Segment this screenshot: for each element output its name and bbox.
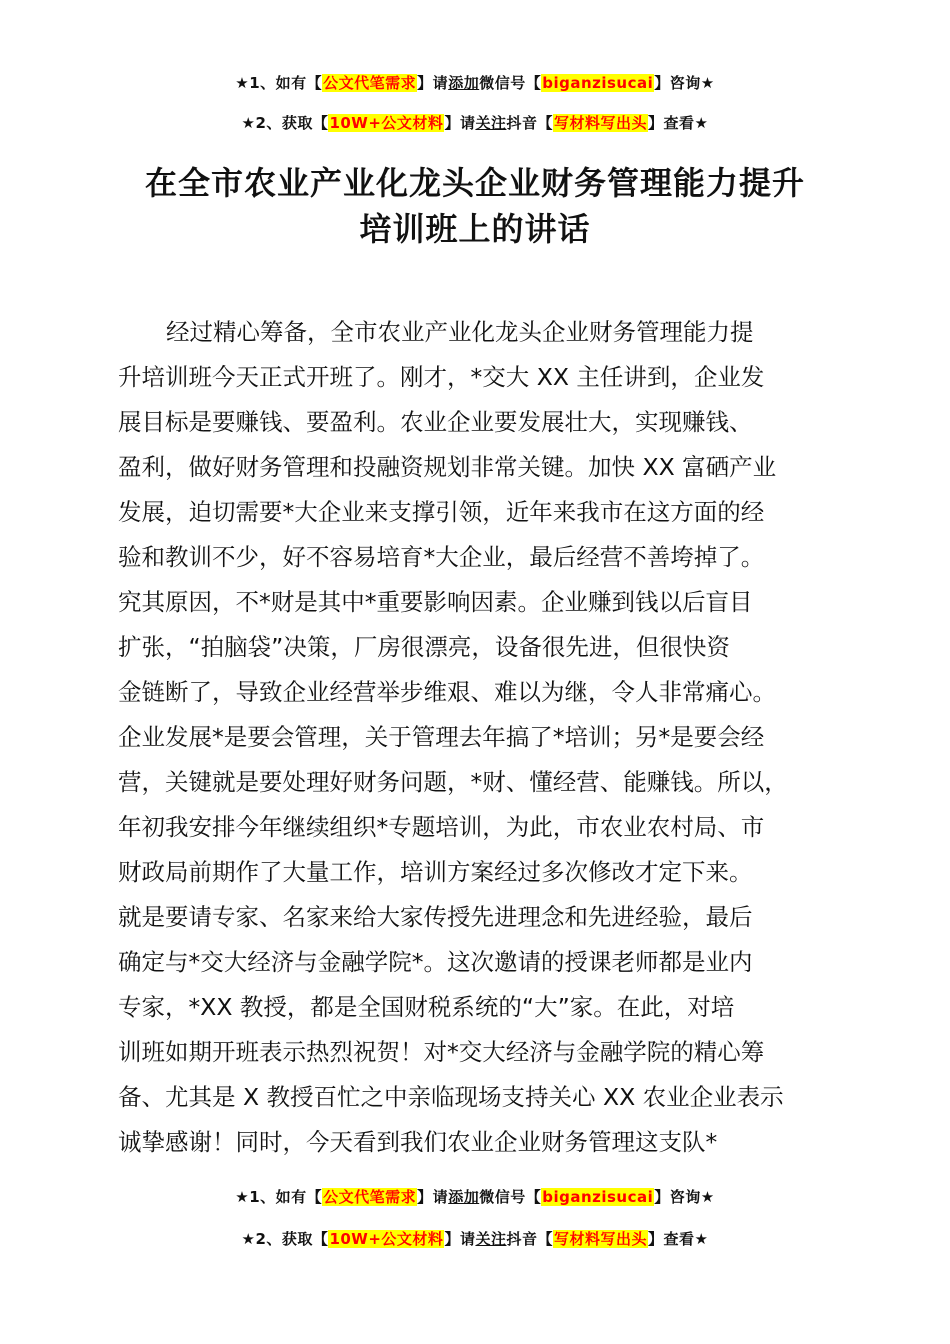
body-line: 专家，*XX 教授，都是全国财税系统的“大”家。在此，对培 — [118, 993, 735, 1021]
body-line: 盈利，做好财务管理和投融资规划非常关键。加快 XX 富硒产业 — [118, 453, 777, 481]
highlight-wechat-id: biganzisucai — [542, 1188, 654, 1206]
notice-prefix: ★2、获取【 — [241, 1230, 329, 1248]
body-line: 就是要请专家、名家来给大家传授先进理念和先进经验，最后 — [118, 903, 753, 931]
notice-text: 】请 — [417, 74, 449, 92]
notice-emphasis: 添加 — [448, 1188, 480, 1206]
body-line: 确定与*交大经济与金融学院*。这次邀请的授课老师都是业内 — [118, 948, 753, 976]
highlight-materials: 10W+公文材料 — [329, 1230, 444, 1248]
notice-suffix: 】咨询★ — [654, 74, 715, 92]
body-line: 企业发展*是要会管理，关于管理去年搞了*培训；另*是要会经 — [118, 723, 765, 751]
body-line: 营，关键就是要处理好财务问题，*财、懂经营、能赚钱。所以， — [118, 768, 788, 796]
body-line: 年初我安排今年继续组织*专题培训，为此，市农业农村局、市 — [118, 813, 765, 841]
notice-text: 】请 — [417, 1188, 449, 1206]
notice-suffix: 】查看★ — [648, 114, 709, 132]
body-line: 备、尤其是 X 教授百忙之中亲临现场支持关心 XX 农业企业表示 — [118, 1083, 784, 1111]
highlight-ghostwriting: 公文代笔需求 — [323, 1188, 417, 1206]
body-line: 验和教训不少，好不容易培育*大企业，最后经营不善垮掉了。 — [118, 543, 765, 571]
notice-prefix: ★1、如有【 — [235, 74, 323, 92]
highlight-wechat-id: biganzisucai — [542, 74, 654, 92]
footer-notice-2 — [0, 1228, 950, 1249]
title-line-1: 在全市农业产业化龙头企业财务管理能力提升 — [144, 164, 805, 202]
notice-prefix: ★2、获取【 — [241, 114, 329, 132]
body-line: 发展，迫切需要*大企业来支撑引领，近年来我市在这方面的经 — [118, 498, 765, 526]
body-line: 究其原因，不*财是其中*重要影响因素。企业赚到钱以后盲目 — [118, 588, 753, 616]
document-title — [60, 160, 890, 252]
notice-text: 微信号【 — [479, 74, 542, 92]
highlight-ghostwriting: 公文代笔需求 — [323, 74, 417, 92]
header-notice-2 — [0, 112, 950, 133]
notice-text: 抖音【 — [506, 114, 553, 132]
notice-text: 】请 — [444, 1230, 476, 1248]
notice-text: 微信号【 — [479, 1188, 542, 1206]
notice-emphasis: 关注 — [475, 1230, 507, 1248]
body-line: 经过精心筹备，全市农业产业化龙头企业财务管理能力提 — [166, 318, 754, 346]
speech-body — [118, 310, 848, 1165]
highlight-materials: 10W+公文材料 — [329, 114, 444, 132]
notice-text: 抖音【 — [506, 1230, 553, 1248]
body-line: 扩张，“拍脑袋”决策，厂房很漂亮，设备很先进，但很快资 — [118, 633, 730, 661]
notice-suffix: 】咨询★ — [654, 1188, 715, 1206]
notice-emphasis: 添加 — [448, 74, 480, 92]
body-line: 金链断了，导致企业经营举步维艰、难以为继，令人非常痛心。 — [118, 678, 776, 706]
body-line: 升培训班今天正式开班了。刚才，*交大 XX 主任讲到，企业发 — [118, 363, 765, 391]
highlight-douyin-id: 写材料写出头 — [553, 1230, 647, 1248]
footer-notice-1 — [0, 1186, 950, 1207]
body-line: 训班如期开班表示热烈祝贺！对*交大经济与金融学院的精心筹 — [118, 1038, 765, 1066]
body-line: 财政局前期作了大量工作，培训方案经过多次修改才定下来。 — [118, 858, 753, 886]
notice-suffix: 】查看★ — [648, 1230, 709, 1248]
header-notice-1 — [0, 72, 950, 93]
body-line: 诚挚感谢！同时，今天看到我们农业企业财务管理这支队* — [118, 1128, 718, 1156]
highlight-douyin-id: 写材料写出头 — [553, 114, 647, 132]
title-line-2: 培训班上的讲话 — [359, 210, 591, 248]
notice-text: 】请 — [444, 114, 476, 132]
notice-prefix: ★1、如有【 — [235, 1188, 323, 1206]
notice-emphasis: 关注 — [475, 114, 507, 132]
body-line: 展目标是要赚钱、要盈利。农业企业要发展壮大，实现赚钱、 — [118, 408, 753, 436]
